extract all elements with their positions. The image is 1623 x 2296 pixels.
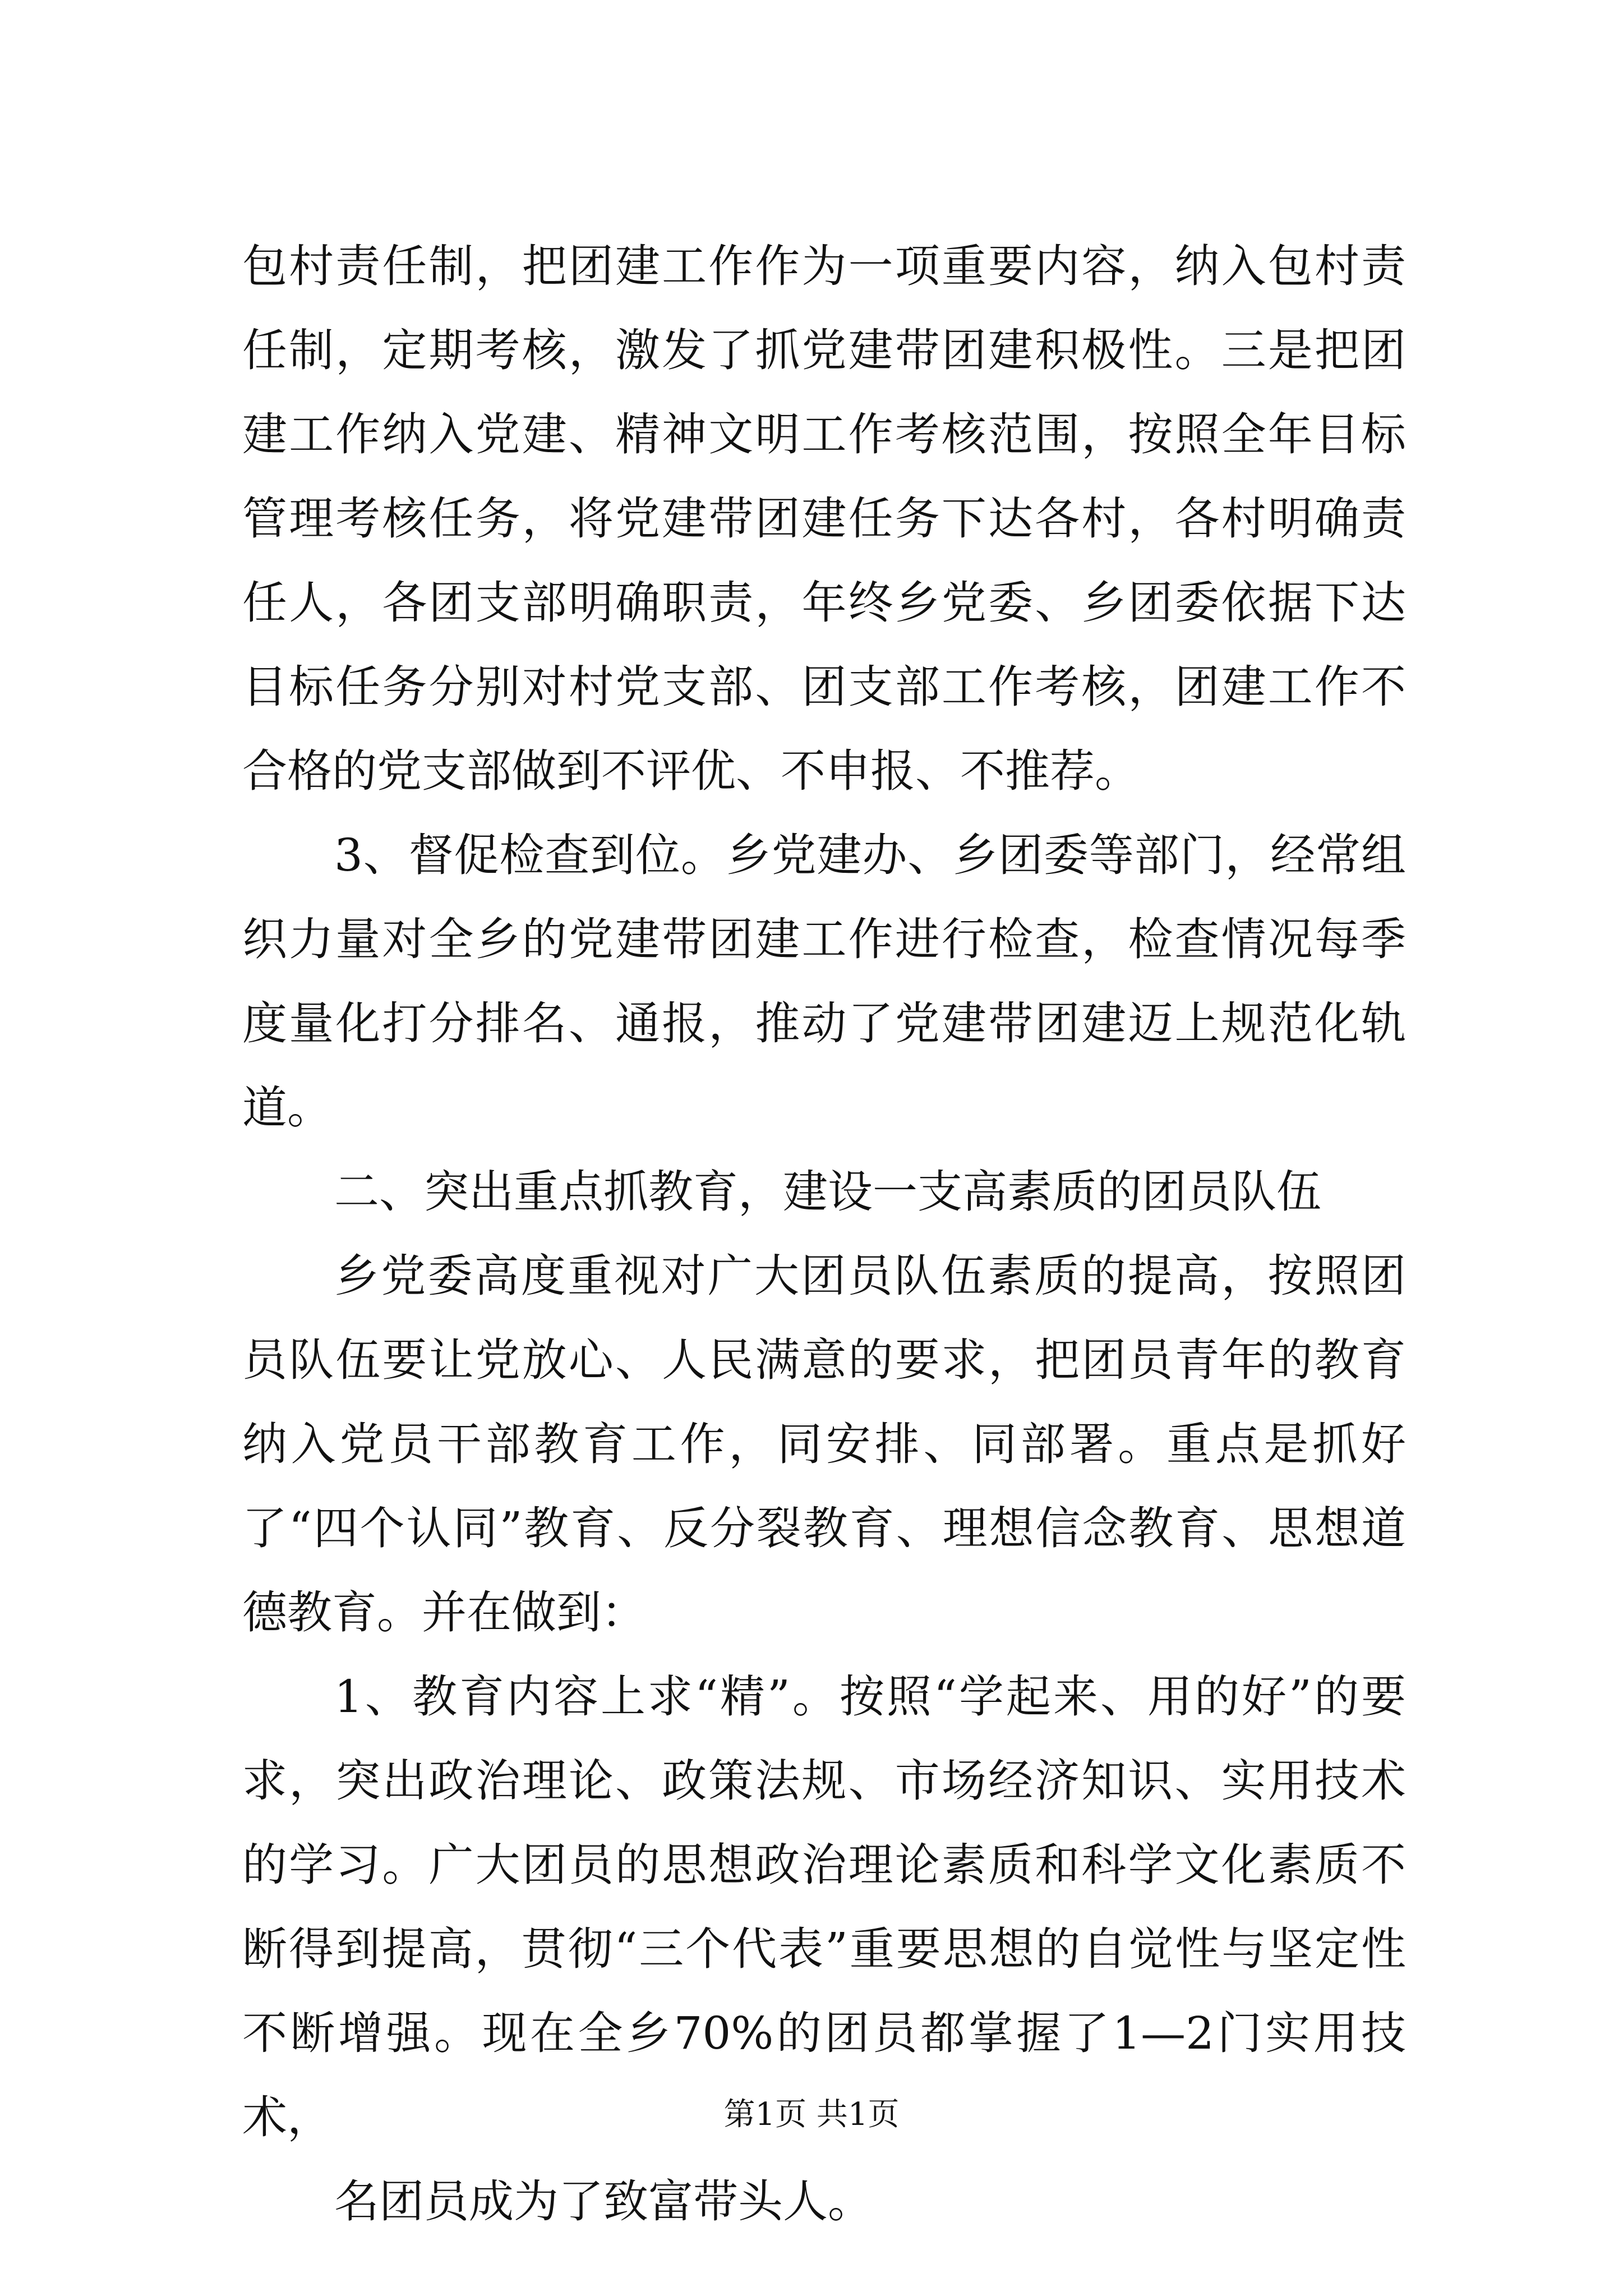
paragraph-1: 包村责任制，把团建工作作为一项重要内容，纳入包村责任制，定期考核，激发了抓党建带团建积极性。三是把团建工作纳入党建、精神文明工作考核范围，按照全年目标管理考核任务，将党建带团建任务下达各村，各村明确责任人，各团支部明确职责，年终乡党委、乡团委依据下达目标任务分别对村党支部、团支部工作考核，团建工作不合格的党支部做到不评优、不申报、不推荐。 <box>242 240 1406 797</box>
section-heading: 二、突出重点抓教育，建设一支高素质的团员队伍 <box>334 1166 1321 1218</box>
page-footer: 第1页 共1页 <box>723 2096 900 2133</box>
paragraph-3: 乡党委高度重视对广大团员队伍素质的提高，按照团员队伍要让党放心、人民满意的要求，把团员青年的教育纳入党员干部教育工作，同安排、同部署。重点是抓好了“四个认同”教育、反分裂教育、理想信念教育、思想道德教育。并在做到： <box>242 1250 1406 1639</box>
document-body <box>242 224 1406 2244</box>
paragraph-5: 名团员成为了致富带头人。 <box>334 2175 873 2228</box>
paragraph-2: 3、督促检查到位。乡党建办、乡团委等部门，经常组织力量对全乡的党建带团建工作进行检查，检查情况每季度量化打分排名、通报，推动了党建带团建迈上规范化轨道。 <box>242 829 1406 1134</box>
paragraph-4: 1、教育内容上求“精”。按照“学起来、用的好”的要求，突出政治理论、政策法规、市场经济知识、实用技术的学习。广大团员的思想政治理论素质和科学文化素质不断得到提高，贯彻“三个代表”重要思想的自觉性与坚定性不断增强。现在全乡70%的团员都掌握了1—2门实用技术， <box>242 1671 1406 2143</box>
